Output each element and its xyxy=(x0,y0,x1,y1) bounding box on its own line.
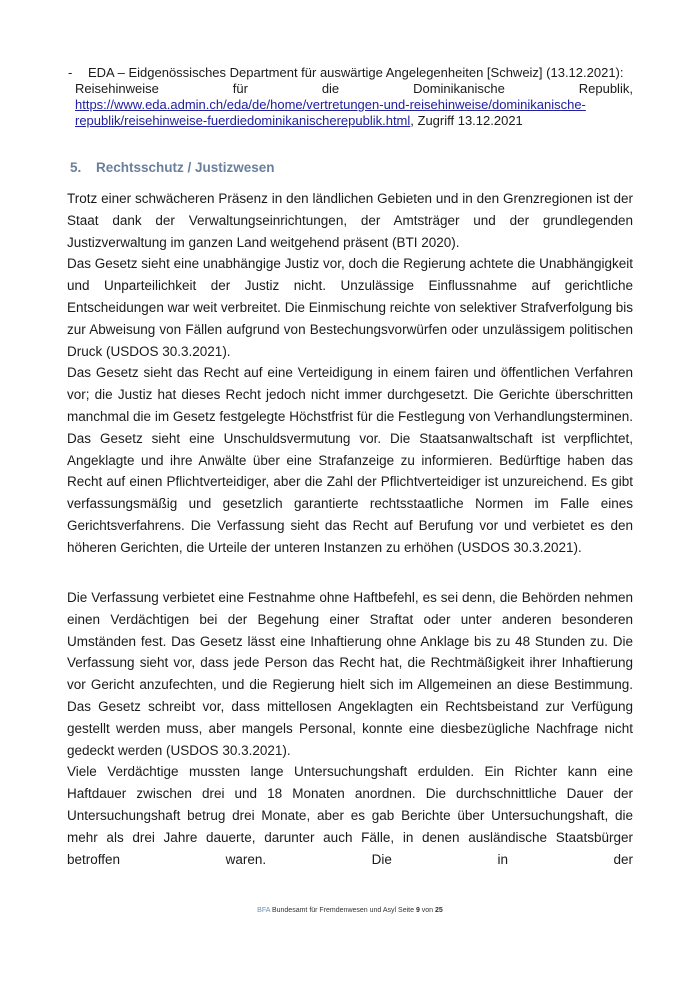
section-title: Rechtsschutz / Justizwesen xyxy=(96,160,275,175)
list-dash: - xyxy=(68,65,73,80)
body-text-block-1 xyxy=(67,188,633,559)
page-footer xyxy=(0,907,700,914)
source-reference xyxy=(67,65,633,129)
paragraph: Viele Verdächtige mussten lange Untersuchungshaft erdulden. Ein Richter kann eine Haftdauer zwischen drei und 18 Monaten anordnen. Die durchschnittliche Dauer der Untersuchungshaft betrug drei Monate, aber es gab Berichte über Untersuchungshaft, die mehr als drei Jahre dauerte, darunter auch Fälle, in denen ausländische Staatsbürger betroffen waren. Die in der xyxy=(67,764,633,867)
source-word: Dominikanische xyxy=(413,81,505,96)
bfa-logo: BFA xyxy=(257,907,271,914)
source-url-link-part2[interactable]: republik/reisehinweise-fuerdiedominikanischerepublik.html xyxy=(75,113,411,128)
source-word: für xyxy=(232,81,248,96)
paragraph: Das Gesetz sieht das Recht auf eine Verteidigung in einem fairen und öffentlichen Verfahren vor; die Justiz hat dieses Recht jedoch nicht immer durchgesetzt. Die Gerichte überschritten manchmal die im Gesetz festgelegte Höchstfrist für die Festlegung von Verhandlungsterminen. Das Gesetz sieht eine Unschuldsvermutung vor. Die Staatsanwaltschaft ist verpflichtet, Angeklagte und ihre Anwälte über eine Strafanzeige zu informieren. Bedürftige haben das Recht auf einen Pflichtverteidiger, aber die Zahl der Pflichtverteidiger ist unzureichend. Es gibt verfassungsmäßig und gesetzlich garantierte rechtsstaatliche Normen im Falle eines Gerichtsverfahrens. Die Verfassung sieht das Recht auf Berufung vor und verbietet es den höheren Gerichten, die Urteile der unteren Instanzen zu erhöhen (USDOS 30.3.2021). xyxy=(67,365,633,555)
source-title: EDA – Eidgenössisches Department für auswärtige Angelegenheiten [Schweiz] (13.12.2021): xyxy=(88,65,624,80)
source-word: die xyxy=(321,81,340,96)
page-total: 25 xyxy=(435,907,443,914)
footer-org: Bundesamt für Fremdenwesen und Asyl Seite xyxy=(270,907,416,914)
access-date: , Zugriff 13.12.2021 xyxy=(410,113,523,128)
source-word: Republik, xyxy=(578,81,633,96)
paragraph: Das Gesetz sieht eine unabhängige Justiz vor, doch die Regierung achtete die Unabhängigkeit und Unparteilichkeit der Justiz nicht. Unzulässige Einflussnahme auf gerichtliche Entscheidungen war weit verbreitet. Die Einmischung reichte von selektiver Strafverfolgung bis zur Abweisung von Fällen aufgrund von Bestechungsvorwürfen oder unzulässigem politischen Druck (USDOS 30.3.2021). xyxy=(67,256,633,359)
paragraph: Die Verfassung verbietet eine Festnahme ohne Haftbefehl, es sei denn, die Behörden nehmen einen Verdächtigen bei der Begehung einer Straftat oder unter anderen besonderen Umständen fest. Das Gesetz lässt eine Inhaftierung ohne Anklage bis zu 48 Stunden zu. Die Verfassung sieht vor, dass jede Person das Recht hat, die Rechtmäßigkeit ihrer Inhaftierung vor Gericht anzufechten, und die Regierung hielt sich im Allgemeinen an diese Bestimmung. Das Gesetz schreibt vor, dass mittellosen Angeklagten ein Rechtsbeistand zur Verfügung gestellt werden muss, aber mangels Personal, konnte eine diesbezügliche Nachfrage nicht gedeckt werden (USDOS 30.3.2021). xyxy=(67,590,633,758)
body-text-block-2 xyxy=(67,587,633,870)
paragraph: Trotz einer schwächeren Präsenz in den ländlichen Gebieten und in den Grenzregionen ist der Staat dank der Verwaltungseinrichtungen, der Amtsträger und der grundlegenden Justizverwaltung im ganzen Land weitgehend präsent (BTI 2020). xyxy=(67,191,633,250)
source-link-line-2 xyxy=(67,113,633,129)
section-heading xyxy=(70,160,275,175)
source-link-line xyxy=(67,97,633,113)
section-number: 5. xyxy=(70,160,82,175)
source-word: Reisehinweise xyxy=(75,81,159,96)
page-number: 9 xyxy=(415,907,420,914)
source-url-link-part1[interactable]: https://www.eda.admin.ch/eda/de/home/vertretungen-und-reisehinweise/dominikanische- xyxy=(75,97,586,112)
source-line-1 xyxy=(67,65,633,81)
source-line-2 xyxy=(67,81,633,97)
footer-of: von xyxy=(419,907,436,914)
